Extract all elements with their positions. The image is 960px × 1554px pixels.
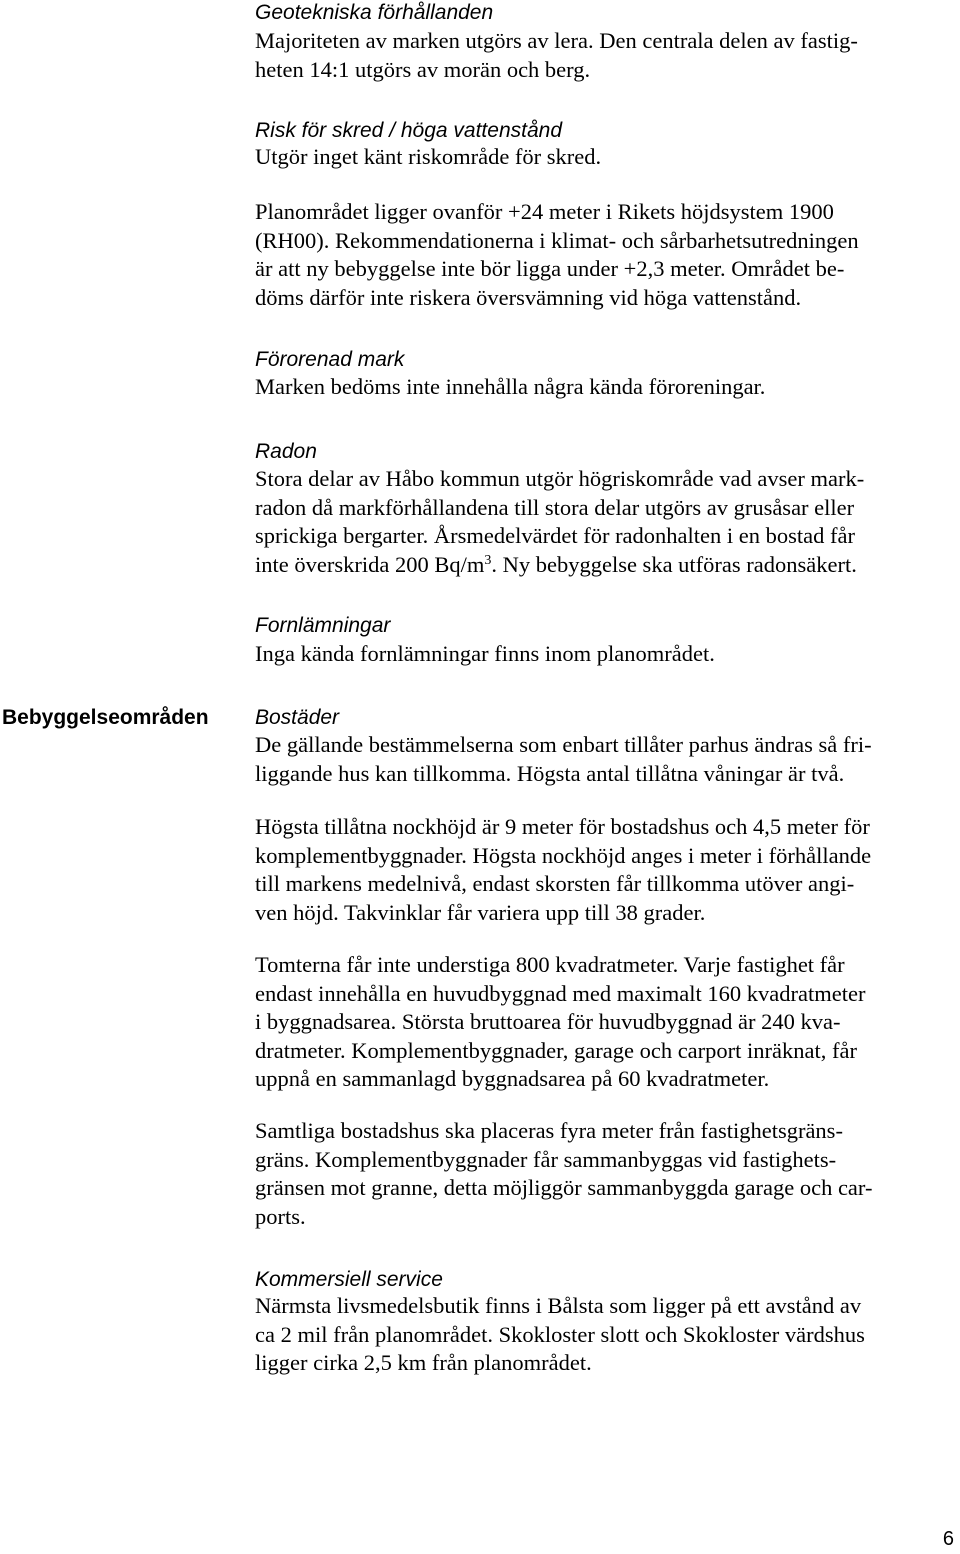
- text-line: ports.: [255, 1203, 306, 1229]
- text-line: gränsen mot granne, detta möjliggör sammanbyggda garage och car-: [255, 1175, 873, 1200]
- text-line: (RH00). Rekommendationerna i klimat- och sårbarhetsutredningen: [255, 227, 859, 253]
- housing-paragraph-4: [255, 1117, 872, 1231]
- landslide-text: [255, 143, 601, 172]
- text-line: [255, 551, 864, 580]
- superscript: 3: [484, 552, 492, 568]
- radon-heading: Radon: [255, 440, 317, 463]
- text-line: endast innehålla en huvudbyggnad med maximalt 160 kvadratmeter: [255, 980, 866, 1006]
- geotechnical-heading: Geotekniska förhållanden: [255, 1, 494, 24]
- ancient-text: [255, 640, 715, 669]
- housing-paragraph-3: [255, 951, 865, 1094]
- text-line: ligger cirka 2,5 km från planområdet.: [255, 1350, 592, 1375]
- text-line: Inga kända fornlämningar finns inom planområdet.: [255, 641, 715, 666]
- text-fragment: . Ny bebyggelse ska utföras radonsäkert.: [491, 551, 857, 577]
- page-number: 6: [942, 1528, 954, 1550]
- text-line: uppnå en sammanlagd byggnadsarea på 60 kvadratmeter.: [255, 1066, 770, 1091]
- text-line: sprickiga bergarter. Årsmedelvärdet för radonhalten i en bostad får: [255, 523, 855, 548]
- text-line: Utgör inget känt riskområde för skred.: [255, 144, 602, 169]
- text-line: Tomterna får inte understiga 800 kvadratmeter. Varje fastighet får: [255, 952, 845, 977]
- text-line: Närmsta livsmedelsbutik finns i Bålsta som ligger på ett avstånd av: [255, 1293, 862, 1318]
- text-line: döms därför inte riskera översvämning vid höga vattenstånd.: [255, 284, 802, 310]
- text-line: Högsta tillåtna nockhöjd är 9 meter för bostadshus och 4,5 meter för: [255, 814, 870, 839]
- housing-paragraph-1: [255, 731, 872, 788]
- commercial-heading: Kommersiell service: [255, 1268, 443, 1291]
- text-line: Planområdet ligger ovanför +24 meter i Rikets höjdsystem 1900: [255, 199, 834, 224]
- text-line: gräns. Komplementbyggnader får sammanbyggas vid fastighets-: [255, 1146, 837, 1172]
- text-line: dratmeter. Komplementbyggnader, garage och carport inräknat, får: [255, 1037, 857, 1063]
- text-line: radon då markförhållandena till stora delar utgörs av grusåsar eller: [255, 494, 855, 520]
- text-line: är att ny bebyggelse inte bör ligga under +2,3 meter. Området be-: [255, 256, 845, 281]
- text-line: heten 14:1 utgörs av morän och berg.: [255, 56, 591, 82]
- commercial-text: [255, 1292, 865, 1378]
- ancient-heading: Fornlämningar: [255, 614, 391, 637]
- geotechnical-text: [255, 27, 858, 84]
- text-line: Stora delar av Håbo kommun utgör högriskområde vad avser mark-: [255, 466, 865, 491]
- housing-heading: Bostäder: [255, 706, 340, 729]
- text-line: Samtliga bostadshus ska placeras fyra meter från fastighetsgräns-: [255, 1118, 843, 1143]
- contaminated-text: [255, 373, 765, 402]
- text-line: i byggnadsarea. Största bruttoarea för huvudbyggnad är 240 kva-: [255, 1009, 841, 1034]
- text-line: komplementbyggnader. Högsta nockhöjd anges i meter i förhållande: [255, 842, 872, 868]
- text-line: De gällande bestämmelserna som enbart tillåter parhus ändras så fri-: [255, 732, 872, 757]
- text-line: ca 2 mil från planområdet. Skokloster slott och Skokloster värdshus: [255, 1321, 865, 1347]
- text-line: Majoriteten av marken utgörs av lera. Den centrala delen av fastig-: [255, 28, 858, 53]
- text-fragment: inte överskrida 200 Bq/m: [255, 551, 485, 577]
- text-line: liggande hus kan tillkomma. Högsta antal tillåtna våningar är två.: [255, 760, 845, 786]
- text-line: ven höjd. Takvinklar får variera upp till 38 grader.: [255, 899, 706, 925]
- landslide-heading: Risk för skred / höga vattenstånd: [255, 119, 562, 142]
- housing-paragraph-2: [255, 813, 871, 927]
- text-line: till markens medelnivå, endast skorsten får tillkomma utöver angi-: [255, 871, 855, 896]
- side-heading: Bebyggelseområden: [2, 706, 209, 729]
- text-line: Marken bedöms inte innehålla några kända föroreningar.: [255, 374, 766, 399]
- flood-text: [255, 198, 859, 312]
- radon-text: [255, 465, 864, 579]
- contaminated-heading: Förorenad mark: [255, 348, 405, 371]
